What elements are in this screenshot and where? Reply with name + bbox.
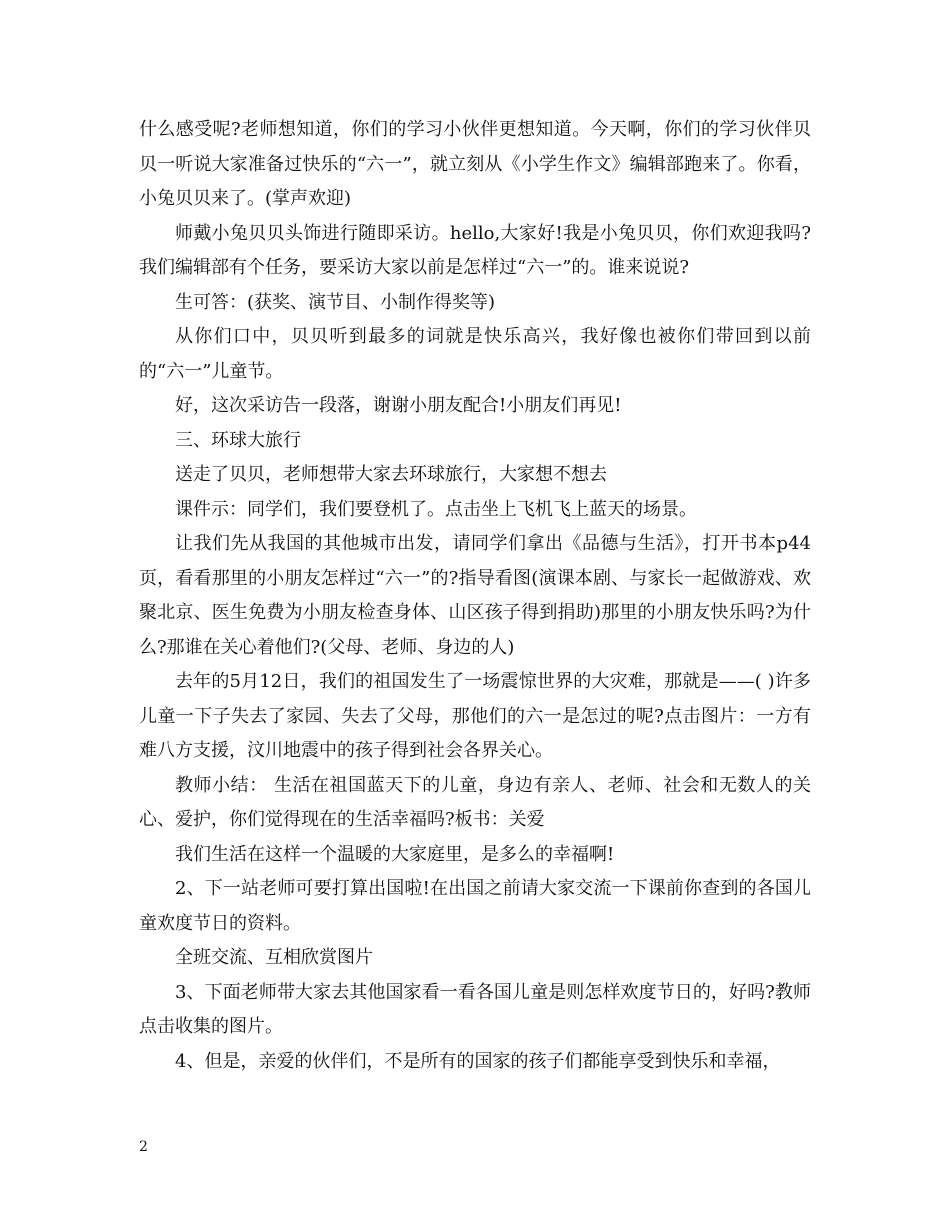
paragraph-10: 去年的5月12日，我们的祖国发生了一场震惊世界的大灾难，那就是——( )许多儿童一下子失去了家园、失去了父母，那他们的六一是怎过的呢?点击图片：一方有难八方支援，汶川地震中的孩子得到社会各界关心。 <box>139 671 811 761</box>
paragraph-9: 让我们先从我国的其他城市出发，请同学们拿出《品德与生活》，打开书本p44页，看看那里的小朋友怎样过“六一”的?指导看图(演课本剧、与家长一起做游戏、欢聚北京、医生免费为小朋友检查身体、山区孩子得到捐助)那里的小朋友快乐吗?为什么?那谁在关心着他们?(父母、老师、身边的人) <box>139 533 811 658</box>
paragraph-8: 课件示：同学们，我们要登机了。点击坐上飞机飞上蓝天的场景。 <box>175 498 697 520</box>
paragraph-14: 全班交流、互相欣赏图片 <box>175 947 373 968</box>
paragraph-3: 生可答：(获奖、演节目、小制作得奖等) <box>175 291 496 313</box>
paragraph-1: 什么感受呢?老师想知道，你们的学习小伙伴更想知道。今天啊，你们的学习伙伴贝贝一听说大家准备过快乐的“六一”，就立刻从《小学生作文》编辑部跑来了。你看，小兔贝贝来了。(掌声欢迎) <box>139 119 811 209</box>
paragraph-5: 好，这次采访告一段落，谢谢小朋友配合!小朋友们再见! <box>175 395 622 416</box>
paragraph-2: 师戴小兔贝贝头饰进行随即采访。hello,大家好!我是小兔贝贝，你们欢迎我吗?我们编辑部有个任务，要采访大家以前是怎样过“六一”的。谁来说说? <box>139 222 811 278</box>
paragraph-7: 送走了贝贝，老师想带大家去环球旅行，大家想不想去 <box>175 464 607 485</box>
paragraph-16: 4、但是，亲爱的伙伴们，不是所有的国家的孩子们都能享受到快乐和幸福， <box>175 1050 781 1072</box>
paragraph-11: 教师小结： 生活在祖国蓝天下的儿童，身边有亲人、老师、社会和无数人的关心、爱护，你们觉得现在的生活幸福吗?板书：关爱 <box>139 774 811 830</box>
paragraph-13: 2、下一站老师可要打算出国啦!在出国之前请大家交流一下课前你查到的各国儿童欢度节日的资料。 <box>139 878 811 934</box>
paragraph-4: 从你们口中，贝贝听到最多的词就是快乐高兴，我好像也被你们带回到以前的“六一”儿童节。 <box>139 326 811 382</box>
page-number: 2 <box>139 1139 148 1155</box>
section-heading: 三、环球大旅行 <box>175 429 301 451</box>
paragraph-15: 3、下面老师带大家去其他国家看一看各国儿童是则怎样欢度节日的，好吗?教师点击收集的图片。 <box>139 981 811 1037</box>
document-body <box>139 113 811 1079</box>
paragraph-12: 我们生活在这样一个温暖的大家庭里，是多么的幸福啊! <box>175 843 615 865</box>
